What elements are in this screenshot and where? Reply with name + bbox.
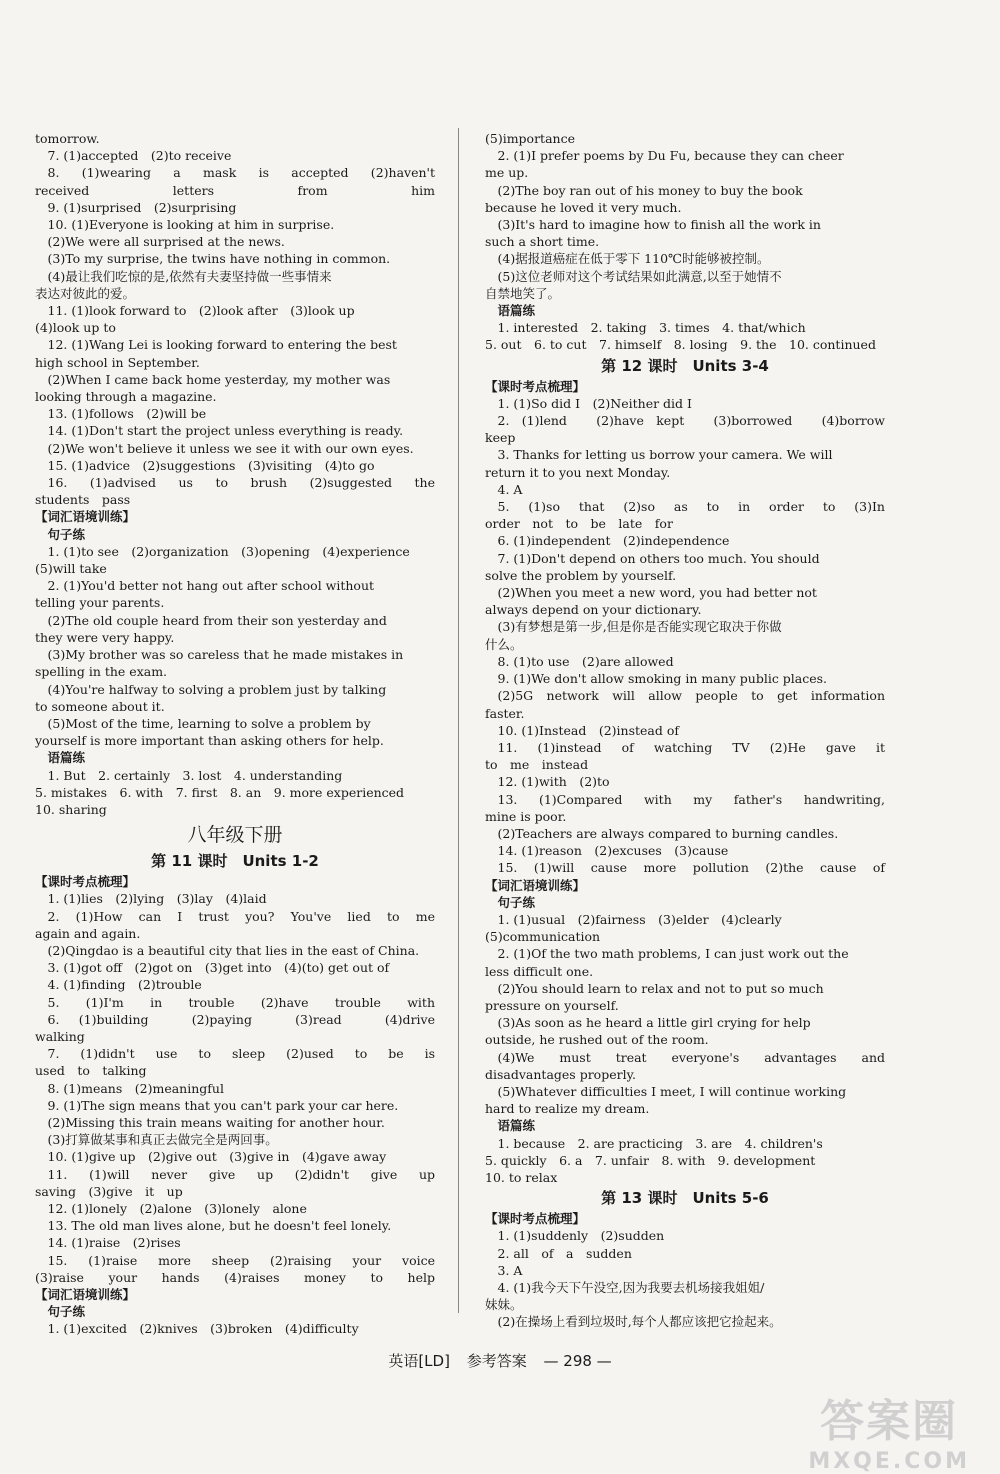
answer-line: 10. (1)Instead (2)instead of (497, 722, 680, 738)
answer-line: 8. (1)wearing a mask is accepted (2)haven't (47, 165, 435, 181)
answer-line: (3)打算做某事和真正去做完全是两回事。 (47, 1132, 278, 1148)
answer-line: to someone about it. (35, 698, 165, 714)
answer-line: 15. (1)will cause more pollution (2)the cause of (497, 860, 885, 876)
watermark-text: 答案圈 (820, 1396, 959, 1447)
answer-line: (4)据报道癌症在低于零下 110℃时能够被控制。 (497, 251, 770, 267)
section-heading: 【词汇语境训练】 (35, 1287, 136, 1302)
answer-line: outside, he rushed out of the room. (485, 1032, 709, 1048)
answer-line: 7. (1)Don't depend on others too much. You should (497, 550, 820, 566)
answer-line: (2)Teachers are always compared to burning candles. (497, 825, 839, 841)
answer-line: (2)The boy ran out of his money to buy the book (497, 182, 803, 198)
answer-line: 7. (1)didn't use to sleep (2)used to be is (47, 1046, 435, 1062)
subsection-heading: 语篇练 (497, 1118, 536, 1134)
answer-line: 13. The old man lives alone, but he doesn't feel lonely. (47, 1218, 392, 1234)
lesson-title: 第 13 课时 Units 5-6 (601, 1189, 769, 1208)
answer-line: (3)It's hard to imagine how to finish all the work in (497, 217, 821, 233)
answer-line: disadvantages properly. (485, 1066, 636, 1082)
answer-line: 15. (1)raise more sheep (2)raising your voice (47, 1252, 435, 1268)
answer-line: 2. (1)Of the two math problems, I can just work out the (497, 946, 849, 962)
right-column (485, 130, 885, 1331)
answer-line: 7. (1)accepted (2)to receive (47, 148, 232, 164)
answer-line: 12. (1)lonely (2)alone (3)lonely alone (47, 1200, 307, 1216)
answer-line: 11. (1)instead of watching TV (2)He gave it (497, 739, 885, 755)
answer-line: (2)When I came back home yesterday, my mother was (47, 371, 391, 387)
answer-line: (2)You should learn to relax and not to put so much (497, 980, 824, 996)
answer-line: (4)We must treat everyone's advantages and (497, 1049, 885, 1065)
answer-line: high school in September. (35, 354, 200, 370)
answer-line: 13. (1)Compared with my father's handwriting, (497, 791, 885, 807)
answer-line: 1. (1)suddenly (2)sudden (497, 1228, 665, 1244)
answer-line: hard to realize my dream. (485, 1101, 650, 1117)
answer-line: 1. interested 2. taking 3. times 4. that/which (497, 320, 806, 336)
subsection-heading: 语篇练 (47, 750, 86, 766)
answer-line: 2. (1)How can I trust you? You've lied to me (47, 908, 435, 924)
answer-line: 1. (1)usual (2)fairness (3)elder (4)clearly (497, 911, 782, 927)
answer-line: they were very happy. (35, 629, 175, 645)
answer-line: 4. (1)finding (2)trouble (47, 977, 202, 993)
answer-line: 3. Thanks for letting us borrow your camera. We will (497, 447, 833, 463)
answer-line: 9. (1)The sign means that you can't park your car here. (47, 1097, 399, 1113)
answer-line: 10. (1)give up (2)give out (3)give in (4)gave away (47, 1149, 387, 1165)
answer-line: telling your parents. (35, 595, 165, 611)
answer-line: spelling in the exam. (35, 664, 168, 680)
answer-line: to me instead (485, 757, 589, 773)
footer-subject: 英语[LD] (388, 1352, 450, 1370)
answer-line: 6. (1)building (2)paying (3)read (4)drive (47, 1011, 435, 1027)
answer-line: (2)When you meet a new word, you had better not (497, 585, 817, 601)
answer-line: students pass (35, 492, 131, 508)
answer-line: saving (3)give it up (35, 1183, 183, 1199)
answer-line: 5. quickly 6. a 7. unfair 8. with 9. development (485, 1152, 816, 1168)
answer-line: (2)Missing this train means waiting for another hour. (47, 1114, 385, 1130)
answer-line: 6. (1)independent (2)independence (497, 533, 730, 549)
answer-line: 11. (1)will never give up (2)didn't give up (47, 1166, 435, 1182)
answer-line: 12. (1)with (2)to (497, 774, 610, 790)
answer-line: less difficult one. (485, 963, 594, 979)
answer-line: (5)communication (485, 929, 601, 945)
answer-line: (3)As soon as he heard a little girl crying for help (497, 1015, 811, 1031)
section-heading: 【词汇语境训练】 (485, 877, 586, 893)
answer-line: (2)We won't believe it unless we see it with our own eyes. (47, 440, 414, 456)
answer-line: because he loved it very much. (485, 199, 682, 215)
answer-line: 4. A (497, 481, 523, 497)
lesson-title: 第 11 课时 Units 1-2 (151, 852, 319, 871)
answer-line: 5. mistakes 6. with 7. first 8. an 9. more experienced (35, 784, 405, 800)
answer-line: walking (35, 1028, 85, 1044)
answer-line: always depend on your dictionary. (485, 602, 702, 618)
answer-line: (2)在操场上看到垃圾时,每个人都应该把它捡起来。 (497, 1314, 782, 1330)
answer-line: 9. (1)surprised (2)surprising (47, 199, 237, 215)
watermark-logo (808, 1385, 970, 1474)
answer-line: 2. all of a sudden (497, 1245, 632, 1261)
answer-line: looking through a magazine. (35, 389, 217, 405)
answer-line: (4)You're halfway to solving a problem just by talking (47, 681, 387, 697)
answer-line: 2. (1)You'd better not hang out after school without (47, 578, 375, 594)
answer-line: (4)最让我们吃惊的是,依然有夫妻坚持做一些事情来 (47, 268, 332, 284)
answer-line: 1. because 2. are practicing 3. are 4. children's (497, 1135, 823, 1151)
answer-line: received letters from him (35, 182, 435, 198)
answer-line: 11. (1)look forward to (2)look after (3)look up (47, 303, 355, 319)
answer-line: 自禁地笑了。 (485, 285, 561, 301)
answer-line: 2. (1)I prefer poems by Du Fu, because they can cheer (497, 148, 844, 164)
answer-line: (3)raise your hands (4)raises money to help (35, 1269, 435, 1285)
answer-line: (2)The old couple heard from their son yesterday and (47, 612, 387, 628)
answer-line: 1. (1)excited (2)knives (3)broken (4)difficulty (47, 1321, 359, 1337)
answer-line: 8. (1)to use (2)are allowed (497, 653, 674, 669)
column-divider (458, 128, 459, 1313)
answer-line: again and again. (35, 925, 141, 941)
subsection-heading: 句子练 (47, 1304, 86, 1320)
answer-line: (5)will take (35, 561, 107, 577)
answer-line: 10. to relax (485, 1169, 558, 1185)
answer-line: 14. (1)raise (2)rises (47, 1235, 181, 1251)
answer-line: pressure on yourself. (485, 997, 619, 1013)
answer-line: 什么。 (485, 636, 523, 652)
page-number: — 298 — (543, 1352, 612, 1370)
answer-line: 5. out 6. to cut 7. himself 8. losing 9. the 10. continued (485, 337, 876, 353)
answer-line: me up. (485, 165, 529, 181)
answer-line: 5. (1)I'm in trouble (2)have trouble with (47, 994, 435, 1010)
answer-line: 10. sharing (35, 801, 107, 817)
answer-line: (2)We were all surprised at the news. (47, 234, 285, 250)
answer-line: (5)这位老师对这个考试结果如此满意,以至于她情不 (497, 268, 782, 284)
answer-line: 妹妹。 (485, 1297, 523, 1313)
answer-line: 4. (1)我今天下午没空,因为我要去机场接我姐姐/ (497, 1280, 765, 1295)
answer-line: 1. (1)lies (2)lying (3)lay (4)laid (47, 891, 267, 907)
answer-line: 1. But 2. certainly 3. lost 4. understanding (47, 767, 343, 783)
answer-line: 9. (1)We don't allow smoking in many public places. (497, 671, 828, 687)
subsection-heading: 语篇练 (497, 303, 536, 319)
answer-line: (4)look up to (35, 320, 116, 336)
subsection-heading: 句子练 (497, 894, 536, 910)
answer-line: 14. (1)Don't start the project unless everything is ready. (47, 423, 404, 439)
grade-title: 八年级下册 (187, 824, 283, 847)
lesson-title: 第 12 课时 Units 3-4 (601, 356, 769, 375)
answer-line: 3. A (497, 1262, 523, 1278)
answer-line: 1. (1)to see (2)organization (3)opening (4)experience (47, 543, 410, 559)
answer-line: (2)Qingdao is a beautiful city that lies in the east of China. (47, 942, 420, 958)
answer-line: 13. (1)follows (2)will be (47, 406, 207, 422)
answer-line: keep (485, 430, 516, 446)
answer-line: 3. (1)got off (2)got on (3)get into (4)(to) get out of (47, 960, 390, 976)
watermark-url: MXQE.COM (808, 1449, 970, 1474)
footer-label: 参考答案 (466, 1352, 527, 1370)
left-column (35, 130, 435, 1338)
answer-line: yourself is more important than asking others for help. (35, 733, 384, 749)
answer-line: used to talking (35, 1063, 147, 1079)
answer-line: (3)To my surprise, the twins have nothing in common. (47, 251, 391, 267)
answer-line: (3)有梦想是第一步,但是你是否能实现它取决于你做 (497, 619, 782, 635)
answer-line: (3)My brother was so careless that he made mistakes in (47, 647, 404, 663)
page-footer (0, 1350, 1000, 1371)
section-heading: 【课时考点梳理】 (485, 1211, 586, 1227)
answer-line: 12. (1)Wang Lei is looking forward to entering the best (47, 337, 397, 353)
answer-line: (5)importance (485, 131, 575, 146)
answer-line: 15. (1)advice (2)suggestions (3)visiting (4)to go (47, 457, 375, 473)
answer-line: 14. (1)reason (2)excuses (3)cause (497, 843, 729, 859)
answer-line: return it to you next Monday. (485, 464, 671, 480)
answer-line: such a short time. (485, 234, 600, 250)
answer-line: 表达对彼此的爱。 (35, 285, 136, 301)
answer-line: tomorrow. (35, 131, 100, 146)
answer-line: 5. (1)so that (2)so as to in order to (3)In (497, 499, 885, 515)
answer-line: 10. (1)Everyone is looking at him in surprise. (47, 217, 335, 233)
section-heading: 【词汇语境训练】 (35, 509, 136, 525)
answer-line: solve the problem by yourself. (485, 567, 677, 583)
answer-line: 1. (1)So did I (2)Neither did I (497, 395, 692, 411)
section-heading: 【课时考点梳理】 (35, 874, 136, 890)
subsection-heading: 句子练 (47, 526, 86, 542)
answer-line: 2. (1)lend (2)have kept (3)borrowed (4)borrow (497, 413, 885, 429)
answer-line: (5)Whatever difficulties I meet, I will continue working (497, 1083, 847, 1099)
answer-line: 8. (1)means (2)meaningful (47, 1080, 224, 1096)
section-heading: 【课时考点梳理】 (485, 378, 586, 394)
answer-line: order not to be late for (485, 516, 673, 532)
answer-line: 16. (1)advised us to brush (2)suggested the (47, 475, 435, 491)
answer-line: (2)5G network will allow people to get information (497, 688, 885, 704)
answer-line: (5)Most of the time, learning to solve a problem by (47, 715, 371, 731)
answer-line: faster. (485, 705, 525, 721)
answer-line: mine is poor. (485, 808, 567, 824)
